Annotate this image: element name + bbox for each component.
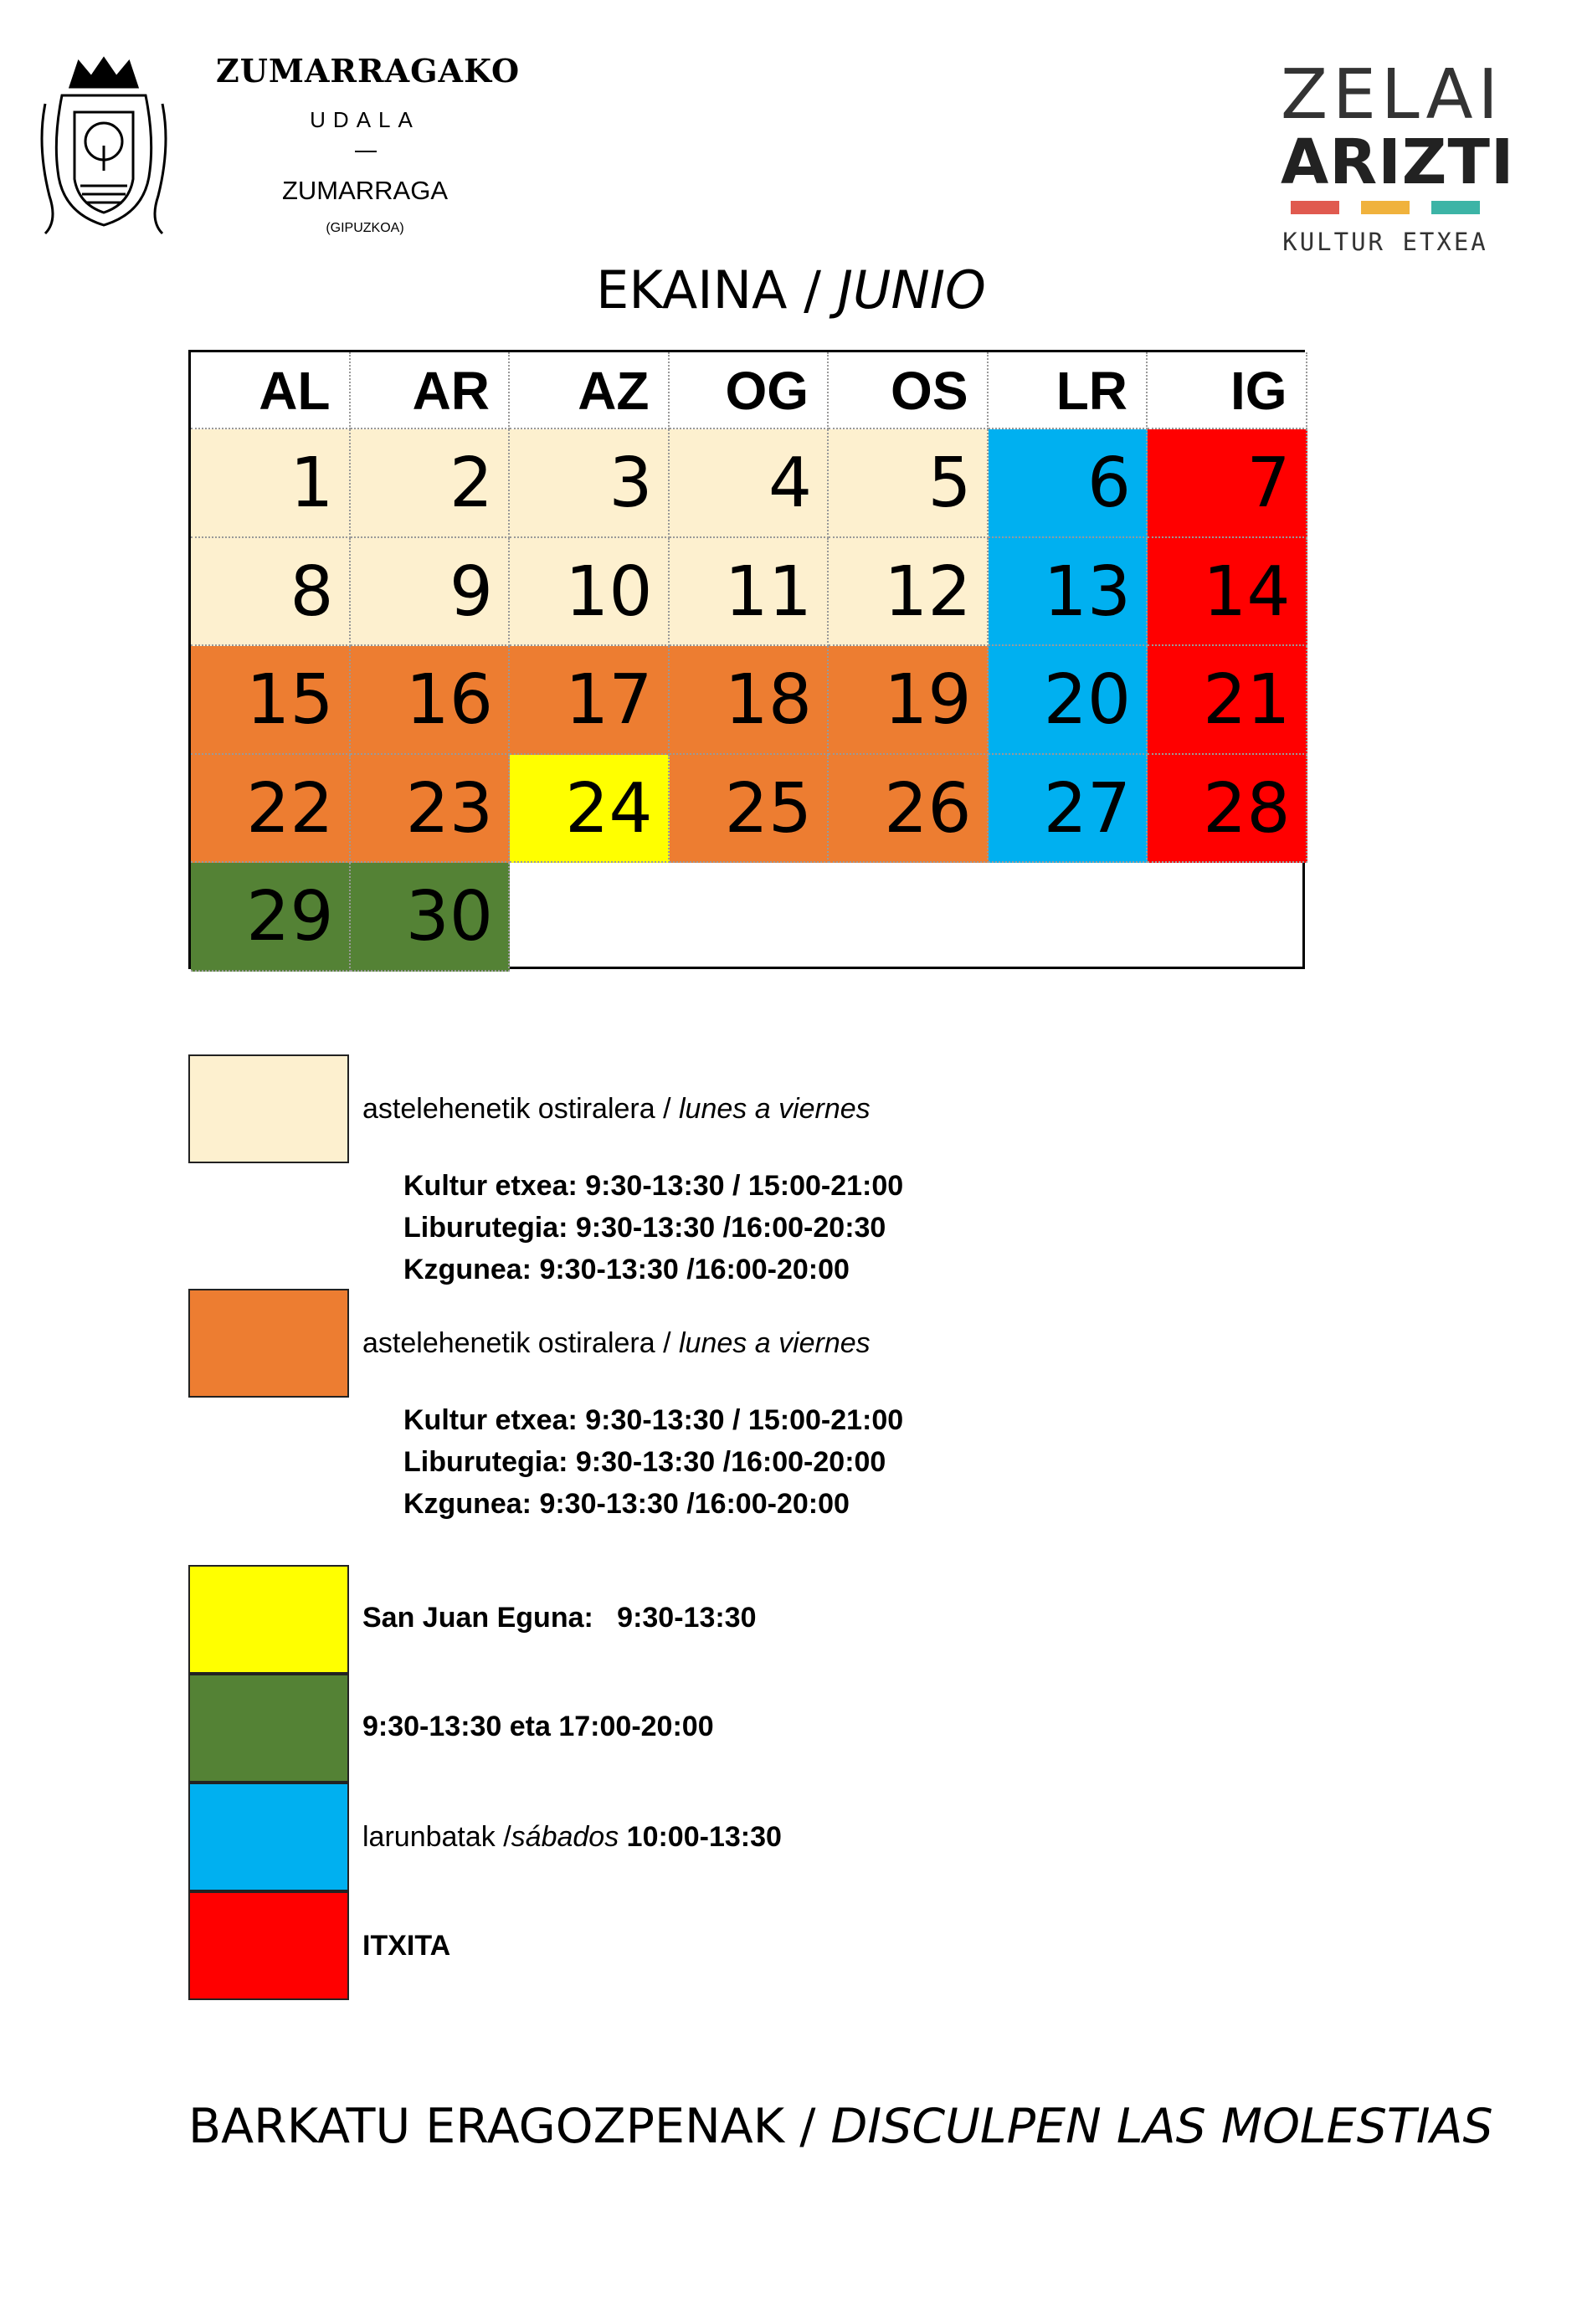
municipality-subtitle: UDALA: [310, 107, 420, 132]
legend-hours-weekday-summer: [403, 1165, 903, 1290]
apology-footer: [188, 2099, 1493, 2154]
day-cell: 11: [670, 538, 830, 647]
day-cell: 14: [1148, 538, 1307, 647]
legend-swatch-saturday: [188, 1783, 349, 1891]
day-cell: 26: [829, 755, 989, 864]
weekday-header: OG: [670, 352, 830, 429]
day-cell: 18: [670, 646, 830, 755]
logo-line-3: KULTUR ETXEA: [1282, 228, 1488, 256]
legend-label-san-juan: San Juan Eguna: 9:30-13:30: [362, 1602, 757, 1634]
footer-eu: BARKATU ERAGOZPENAK /: [188, 2099, 831, 2154]
municipality-name: ZUMARRAGAKO: [216, 52, 521, 90]
logo-bar-yellow: [1361, 201, 1410, 214]
logo-bar-red: [1291, 201, 1339, 214]
month-title-es: JUNIO: [837, 259, 986, 321]
day-cell: 1: [191, 429, 351, 538]
day-cell: 27: [989, 755, 1148, 864]
day-cell: 15: [191, 646, 351, 755]
day-cell: 30: [351, 863, 511, 972]
legend-label-saturday: larunbatak /sábados 10:00-13:30: [362, 1821, 782, 1853]
day-cell: 10: [510, 538, 670, 647]
day-cell: 4: [670, 429, 830, 538]
footer-es: DISCULPEN LAS MOLESTIAS: [830, 2099, 1493, 2154]
town-name: ZUMARRAGA: [281, 176, 449, 205]
weekday-header: LR: [989, 352, 1148, 429]
day-cell: 29: [191, 863, 351, 972]
day-cell: 16: [351, 646, 511, 755]
day-cell: 28: [1148, 755, 1307, 864]
day-cell: 25: [670, 755, 830, 864]
province-name: (GIPUZKOA): [326, 221, 404, 235]
day-cell: 19: [829, 646, 989, 755]
legend-label-green: 9:30-13:30 eta 17:00-20:00: [362, 1711, 714, 1742]
hours-line: Kultur etxea: 9:30-13:30 / 15:00-21:00: [403, 1170, 904, 1202]
day-cell: 7: [1148, 429, 1307, 538]
legend-swatch-weekday-summer: [188, 1054, 349, 1163]
day-cell: 21: [1148, 646, 1307, 755]
legend-swatch-weekday: [188, 1289, 349, 1398]
day-cell: 3: [510, 429, 670, 538]
day-cell: 17: [510, 646, 670, 755]
day-cell: 2: [351, 429, 511, 538]
legend-swatch-closed: [188, 1891, 349, 2000]
legend-swatch-green: [188, 1674, 349, 1783]
legend-label-closed: ITXITA: [362, 1930, 451, 1962]
day-cell: 23: [351, 755, 511, 864]
day-cell: 20: [989, 646, 1148, 755]
zelai-arizti-logo: [1281, 55, 1515, 261]
day-cell: 6: [989, 429, 1148, 538]
hours-line: Kzgunea: 9:30-13:30 /16:00-20:00: [403, 1254, 850, 1285]
hours-line: Kultur etxea: 9:30-13:30 / 15:00-21:00: [403, 1404, 904, 1436]
logo-line-2: ARIZTI: [1281, 126, 1515, 198]
day-cell: 5: [829, 429, 989, 538]
legend-label-weekday-summer: astelehenetik ostiralera / lunes a viernes: [362, 1093, 871, 1125]
hours-line: Liburutegia: 9:30-13:30 /16:00-20:00: [403, 1446, 886, 1478]
municipality-divider: [355, 151, 377, 152]
month-title: [0, 259, 1582, 321]
hours-line: Kzgunea: 9:30-13:30 /16:00-20:00: [403, 1488, 850, 1520]
day-cell: 12: [829, 538, 989, 647]
day-cell: 9: [351, 538, 511, 647]
weekday-header: OS: [829, 352, 989, 429]
day-cell: 13: [989, 538, 1148, 647]
hours-line: Liburutegia: 9:30-13:30 /16:00-20:30: [403, 1212, 886, 1244]
legend-hours-weekday: [403, 1399, 903, 1525]
month-title-eu: EKAINA /: [596, 259, 838, 321]
day-cell: 24: [510, 755, 670, 864]
weekday-header: AZ: [510, 352, 670, 429]
day-cell: 8: [191, 538, 351, 647]
logo-line-1: ZELAI: [1281, 55, 1503, 135]
municipal-crest-icon: [37, 54, 171, 241]
day-cell: 22: [191, 755, 351, 864]
legend-label-weekday: astelehenetik ostiralera / lunes a viernes: [362, 1327, 871, 1359]
logo-bar-teal: [1431, 201, 1480, 214]
weekday-header: IG: [1148, 352, 1307, 429]
legend-swatch-san-juan: [188, 1565, 349, 1674]
weekday-header: AL: [191, 352, 351, 429]
weekday-header: AR: [351, 352, 511, 429]
calendar-grid: [188, 350, 1305, 969]
